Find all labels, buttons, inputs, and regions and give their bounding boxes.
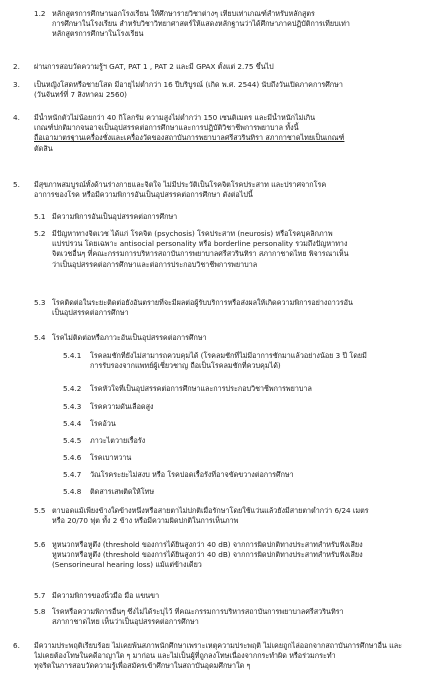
item-text (52, 229, 444, 270)
text-line: หรือ 20/70 ฟุต ทั้ง 2 ข้าง หรือมีความผิดปกติในการเห็นภาพ (52, 516, 239, 526)
text-line: ตาบอดแม้เพียงข้างใดข้างหนึ่งหรือสายตาไม่ปกติเมื่อรักษาโดยใช้แว่นแล้วยังมีสายตาต่ำกว่า 6/24 เมตร (52, 506, 369, 515)
item-number: 5. (13, 180, 20, 189)
text-line: ติดสารเสพติดให้โทษ (90, 487, 155, 496)
item-text (90, 487, 444, 497)
item-number: 5.1 (34, 212, 46, 221)
text-line: โรคเบาหวาน (90, 453, 132, 462)
text-line: เป็นอุปสรรคต่อการศึกษา (52, 308, 129, 318)
item-number: 5.3 (34, 298, 46, 307)
item-number: 5.4.7 (63, 470, 82, 479)
item-text (34, 113, 444, 154)
item-text (90, 453, 444, 463)
text-line: แปรปรวน โดยเฉพาะ antisocial personality หรือ borderline personality รวมถึงปัญหาทาง (52, 239, 348, 249)
text-line: โรคอ้วน (90, 419, 116, 428)
text-line: ถือเอามาตรฐานเครื่องชั่งและเครื่องวัดของสถาบันการพยาบาลศรีสวรินทิรา สภากาชาดไทยเป็นเกณฑ์ (34, 133, 345, 143)
item-number: 5.7 (34, 591, 46, 600)
item-text (90, 351, 444, 371)
text-line: หลักสูตรการศึกษานอกโรงเรียน ให้ศึกษารายวิชาต่างๆ เทียบเท่าเกณฑ์สำหรับหลักสูตร (52, 9, 315, 18)
text-line: สภากาชาดไทย เห็นว่าเป็นอุปสรรคต่อการศึกษา (52, 617, 199, 627)
item-text (90, 436, 444, 446)
text-line: มีความพิการของนิ้วมือ มือ แขนขา (52, 591, 160, 600)
item-text (90, 419, 444, 429)
text-line: โรคหัวใจที่เป็นอุปสรรคต่อการศึกษาและการประกอบวิชาชีพการพยาบาล (90, 384, 312, 393)
text-line: ทุจริตในการสอบวัดความรู้เพื่อสมัครเข้าศึกษาในสถาบันอุดมศึกษาใด ๆ (34, 661, 251, 671)
text-line: มีสุขภาพสมบูรณ์ทั้งด้านร่างกายและจิตใจ ไม่มีประวัติเป็นโรคจิตโรคประสาท และปราศจากโรค (34, 180, 327, 189)
item-text (52, 591, 444, 601)
item-text (52, 212, 444, 222)
item-text (52, 333, 444, 343)
text-line: ผ่านการสอบวัดความรู้ฯ GAT, PAT 1 , PAT 2 และมี GPAX ตั้งแต่ 2.75 ขึ้นไป (34, 62, 274, 71)
item-text (34, 62, 444, 72)
item-number: 2. (13, 62, 20, 71)
text-line: ไม่เคยต้องโทษในคดีอาญาใด ๆ มาก่อน และไม่เป็นผู้ที่ถูกลงโทษเนื่องจากกระทำผิด หรือร่วมกระทำ (34, 651, 336, 661)
text-line: มีปัญหาทางจิตเวช ได้แก่ โรคจิต (psychosis) โรคประสาท (neurosis) หรือโรคบุคลิกภาพ (52, 229, 333, 238)
item-text (52, 9, 444, 40)
text-line: โรคความดันเลือดสูง (90, 402, 154, 411)
item-number: 5.2 (34, 229, 46, 238)
item-text (34, 180, 444, 200)
text-line: มีความประพฤติเรียบร้อย ไม่เคยพ้นสภาพนักศึกษาเพราะเหตุความประพฤติ ไม่เคยถูกไล่ออกจากสถาบันการศึกษาอื่น และ (34, 641, 402, 650)
text-line: มีความพิการอันเป็นอุปสรรคต่อการศึกษา (52, 212, 178, 221)
text-line: เกณฑ์ปกติมากจนอาจเป็นอุปสรรคต่อการศึกษาและการปฏิบัติวิชาชีพการพยาบาล ทั้งนี้ (34, 123, 299, 133)
item-text (34, 641, 444, 672)
item-number: 4. (13, 113, 20, 122)
text-line: โรคไม่ติดต่อหรือภาวะอันเป็นอุปสรรคต่อการศึกษา (52, 333, 207, 342)
text-line: ว่าเป็นอุปสรรคต่อการศึกษาและต่อการประกอบวิชาชีพการพยาบาล (52, 259, 258, 269)
text-line: หูหนวกหรือหูตึง (threshold ของการได้ยินสูงกว่า 40 dB) จากการผิดปกติทางประสาทสำหรับฟังเสียง (52, 540, 363, 549)
item-number: 5.4.1 (63, 351, 82, 360)
item-text (90, 402, 444, 412)
item-number: 5.6 (34, 540, 46, 549)
item-number: 5.4.5 (63, 436, 82, 445)
item-text (34, 80, 444, 100)
item-number: 5.4 (34, 333, 46, 342)
item-number: 5.4.4 (63, 419, 82, 428)
item-text (52, 506, 444, 526)
text-line: โรคลมชักที่ยังไม่สามารถควบคุมได้ (โรคลมชักที่ไม่มีอาการชักมาแล้วอย่างน้อย 3 ปี โดยมี (90, 351, 367, 360)
text-line: ภาวะไตวายเรื้อรัง (90, 436, 146, 445)
text-line: มีน้ำหนักตัวไม่น้อยกว่า 40 กิโลกรัม ความสูงไม่ต่ำกว่า 150 เซนติเมตร และมีน้ำหนักไม่เกิน (34, 113, 316, 122)
text-line: ตัดสิน (34, 143, 53, 153)
text-line: (วันจันทร์ที่ 7 สิงหาคม 2560) (34, 90, 127, 100)
text-line: โรคติดต่อในระยะติดต่อยังอันตรายที่จะมีผลต่อผู้รับบริการหรือส่งผลให้เกิดความพิการอย่างถาวรอัน (52, 298, 353, 307)
text-line: โรคหรือความพิการอื่นๆ ซึ่งไม่ได้ระบุไว้ ที่คณะกรรมการบริหารสถาบันการพยาบาลศรีสวรินทิรา (52, 607, 344, 616)
text-line: วัณโรคระยะไม่สงบ หรือ โรคปอดเรื้อรังที่อาจขัดขวางต่อการศึกษา (90, 470, 294, 479)
item-text (90, 384, 444, 394)
item-number: 3. (13, 80, 20, 89)
item-text (90, 470, 444, 480)
item-number: 5.5 (34, 506, 46, 515)
item-number: 5.4.2 (63, 384, 82, 393)
text-line: อาการของโรค หรือมีความพิการอันเป็นอุปสรรคต่อการศึกษา ดังต่อไปนี้ (34, 190, 253, 200)
text-line: หูหนวกหรือหูตึง (threshold ของการได้ยินสูงกว่า 40 dB) จากการผิดปกติทางประสาทสำหรับฟังเสียง (52, 550, 363, 560)
item-number: 5.4.8 (63, 487, 82, 496)
text-line: หลักสูตรการศึกษาในโรงเรียน (52, 29, 144, 39)
item-text (52, 607, 444, 627)
item-text (52, 540, 444, 571)
item-number: 5.4.3 (63, 402, 82, 411)
text-line: (Sensorineural hearing loss) แม้แต่ข้างเดียว (52, 560, 202, 570)
text-line: เป็นหญิงโสดหรือชายโสด มีอายุไม่ต่ำกว่า 16 ปีบริบูรณ์ (เกิด พ.ศ. 2544) นับถึงวันเปิดภาคการศึกษา (34, 80, 343, 89)
item-number: 5.4.6 (63, 453, 82, 462)
text-line: การศึกษาในโรงเรียน สำหรับวิชาวิทยาศาสตร์ให้แสดงหลักฐานว่าได้ศึกษาภาคปฏิบัติการเทียบเท่า (52, 19, 350, 29)
item-number: 1.2 (34, 9, 46, 18)
item-number: 5.8 (34, 607, 46, 616)
item-text (52, 298, 444, 318)
text-line: การรับรองจากแพทย์ผู้เชี่ยวชาญ ถือเป็นโรคลมชักที่ควบคุมได้) (90, 361, 281, 371)
item-number: 6. (13, 641, 20, 650)
text-line: จิตเวชอื่นๆ ที่คณะกรรมการบริหารสถาบันการพยาบาลศรีสวรินทิรา สภากาชาดไทย พิจารณาเห็น (52, 249, 349, 259)
